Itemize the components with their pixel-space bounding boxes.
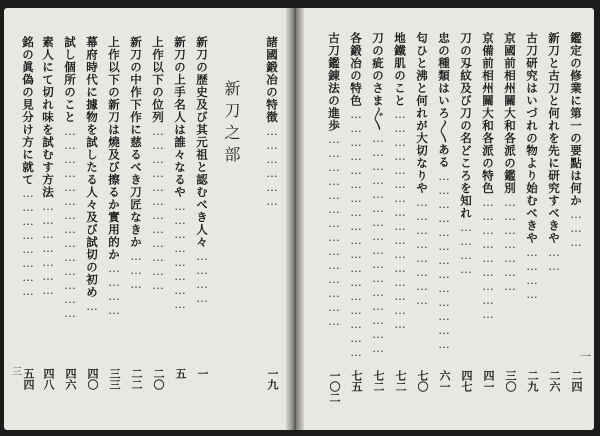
toc-leader-dots: …………………………………… bbox=[63, 123, 77, 320]
section-title: 新刀之部 bbox=[222, 80, 241, 168]
toc-entry bbox=[524, 32, 540, 301]
toc-entry bbox=[106, 36, 122, 317]
toc-entry bbox=[392, 32, 408, 331]
toc-entry-title: 銘の眞偽の見分け方に就て bbox=[21, 36, 35, 186]
toc-leader-dots: …… bbox=[547, 244, 561, 273]
toc-page-number: 四一 bbox=[482, 370, 495, 392]
toc-entry bbox=[502, 32, 518, 293]
toc-page-number: 三三 bbox=[108, 368, 121, 390]
toc-entry bbox=[40, 36, 56, 297]
toc-entry-title: 地鐵肌のこと bbox=[393, 32, 407, 107]
toc-entry bbox=[62, 36, 78, 320]
toc-entry-title: 京國前相州關大和各派の鑑別 bbox=[503, 32, 517, 195]
toc-leader-dots: ……… bbox=[129, 248, 143, 291]
toc-entry bbox=[568, 32, 584, 249]
toc-entry-title: 上作以下の位列 bbox=[151, 36, 165, 124]
toc-page-number: 七二 bbox=[394, 370, 407, 392]
toc-entry-title: 試し個所のこと bbox=[63, 36, 77, 124]
toc-entry-title: 古刀研究はいづれの物より始むべきや bbox=[525, 32, 539, 245]
toc-leader-dots: ………………… bbox=[41, 198, 55, 297]
toc-leader-dots: … bbox=[85, 298, 99, 313]
toc-entry-title: 刀の疵のさま〴〵 bbox=[371, 32, 385, 131]
toc-leader-dots: …………………… bbox=[415, 194, 429, 307]
toc-leader-dots: ………… bbox=[195, 248, 209, 305]
toc-entry-title: 鑑定の修業に第一の要點は何か bbox=[569, 32, 583, 207]
toc-leader-dots: ………………… bbox=[503, 194, 517, 293]
toc-leader-dots: ……………… bbox=[265, 123, 279, 208]
toc-entry bbox=[348, 32, 364, 359]
toc-entry bbox=[20, 36, 36, 298]
toc-entry-title: 新刀と古刀と何れを先に研究すべきや bbox=[547, 32, 561, 245]
toc-leader-dots: ……… bbox=[569, 207, 583, 249]
toc-entry-title: 新刀の上手名人は誰々なるや bbox=[173, 36, 187, 199]
toc-leader-dots: ………… bbox=[107, 261, 121, 317]
toc-entry bbox=[414, 32, 430, 307]
toc-page-number: 三〇 bbox=[504, 370, 517, 392]
toc-entry bbox=[128, 36, 144, 291]
toc-entry-title: 素人にて切れ味を試むす方法 bbox=[41, 36, 55, 199]
toc-page-number: 六一 bbox=[438, 370, 451, 392]
edge-mark: 一 bbox=[580, 350, 591, 363]
toc-entry bbox=[172, 36, 188, 311]
toc-page-number: 七二 bbox=[372, 370, 385, 392]
toc-entry-title: 各鍛冶の特色 bbox=[349, 32, 363, 107]
toc-page-number: 四七 bbox=[460, 370, 473, 392]
toc-entry-title: 刀の刄紋及び刀の名どころを知れ bbox=[459, 32, 473, 220]
toc-page-number: 一九 bbox=[266, 368, 279, 390]
toc-entry-title: 忠の種類はいろ〳〵ある bbox=[437, 32, 451, 169]
toc-leader-dots: …………………… bbox=[173, 198, 187, 311]
toc-leader-dots: ………………………………… bbox=[437, 168, 451, 351]
page-folio: 三 bbox=[12, 367, 22, 378]
toc-entry bbox=[264, 36, 280, 208]
toc-entry-title: 幕府時代に據物を試したる人々及び試切の初め bbox=[85, 36, 99, 299]
toc-page-number: 一〇二 bbox=[328, 370, 341, 403]
toc-entry-title: 京備前相州關大和各派の特色 bbox=[481, 32, 495, 195]
toc-leader-dots: …………………… bbox=[21, 186, 35, 298]
toc-page-number: 四八 bbox=[42, 368, 55, 390]
toc-entry bbox=[546, 32, 562, 273]
toc-entry bbox=[480, 32, 496, 321]
toc-entry bbox=[436, 32, 452, 351]
toc-page-number: 七〇 bbox=[416, 370, 429, 392]
toc-entry bbox=[458, 32, 474, 276]
toc-page-number: 一 bbox=[196, 368, 209, 379]
toc-leader-dots: …………………………………… bbox=[327, 132, 341, 328]
toc-entry-title: 新刀の中作下作に慈るべき刀匠なきか bbox=[129, 36, 143, 249]
toc-leader-dots: ………………………………………… bbox=[371, 131, 385, 355]
toc-entry bbox=[326, 32, 342, 328]
toc-leader-dots: ……………………… bbox=[481, 194, 495, 321]
toc-entry bbox=[370, 32, 386, 355]
toc-entry bbox=[150, 36, 166, 292]
book-gutter bbox=[286, 8, 304, 430]
toc-entry-title: 上作以下の新刀は燒及び擦るか實用的か bbox=[107, 36, 121, 261]
toc-page-number: 四六 bbox=[64, 368, 77, 390]
toc-leader-dots: ……………………………………………… bbox=[349, 107, 363, 359]
toc-page-number: 二六 bbox=[548, 370, 561, 392]
toc-entry-title: 古刀鑑錬法の進歩 bbox=[327, 32, 341, 132]
toc-page-number: 七五 bbox=[350, 370, 363, 392]
toc-page-number: 五 bbox=[174, 368, 187, 379]
toc-leader-dots: ………… bbox=[459, 219, 473, 276]
toc-entry bbox=[194, 36, 210, 305]
toc-page-number: 二九 bbox=[526, 370, 539, 392]
toc-page-number: 二〇 bbox=[152, 368, 165, 390]
toc-entry-title: 諸國鍛冶の特徴 bbox=[265, 36, 279, 124]
toc-page-number: 二二 bbox=[130, 368, 143, 390]
toc-entry bbox=[84, 36, 100, 313]
toc-entry-title: 匂ひと沸と何れが大切なりや bbox=[415, 32, 429, 195]
toc-page-number: 五四 bbox=[22, 368, 35, 390]
toc-leader-dots: ………………………………………… bbox=[393, 107, 407, 331]
toc-leader-dots: ……………………………… bbox=[151, 123, 165, 292]
toc-page-number: 四〇 bbox=[86, 368, 99, 390]
toc-page-number: 二四 bbox=[570, 370, 583, 392]
toc-leader-dots: ………… bbox=[525, 244, 539, 301]
toc-entry-title: 新刀の歴史及び其元祖と認むべき人々 bbox=[195, 36, 209, 249]
